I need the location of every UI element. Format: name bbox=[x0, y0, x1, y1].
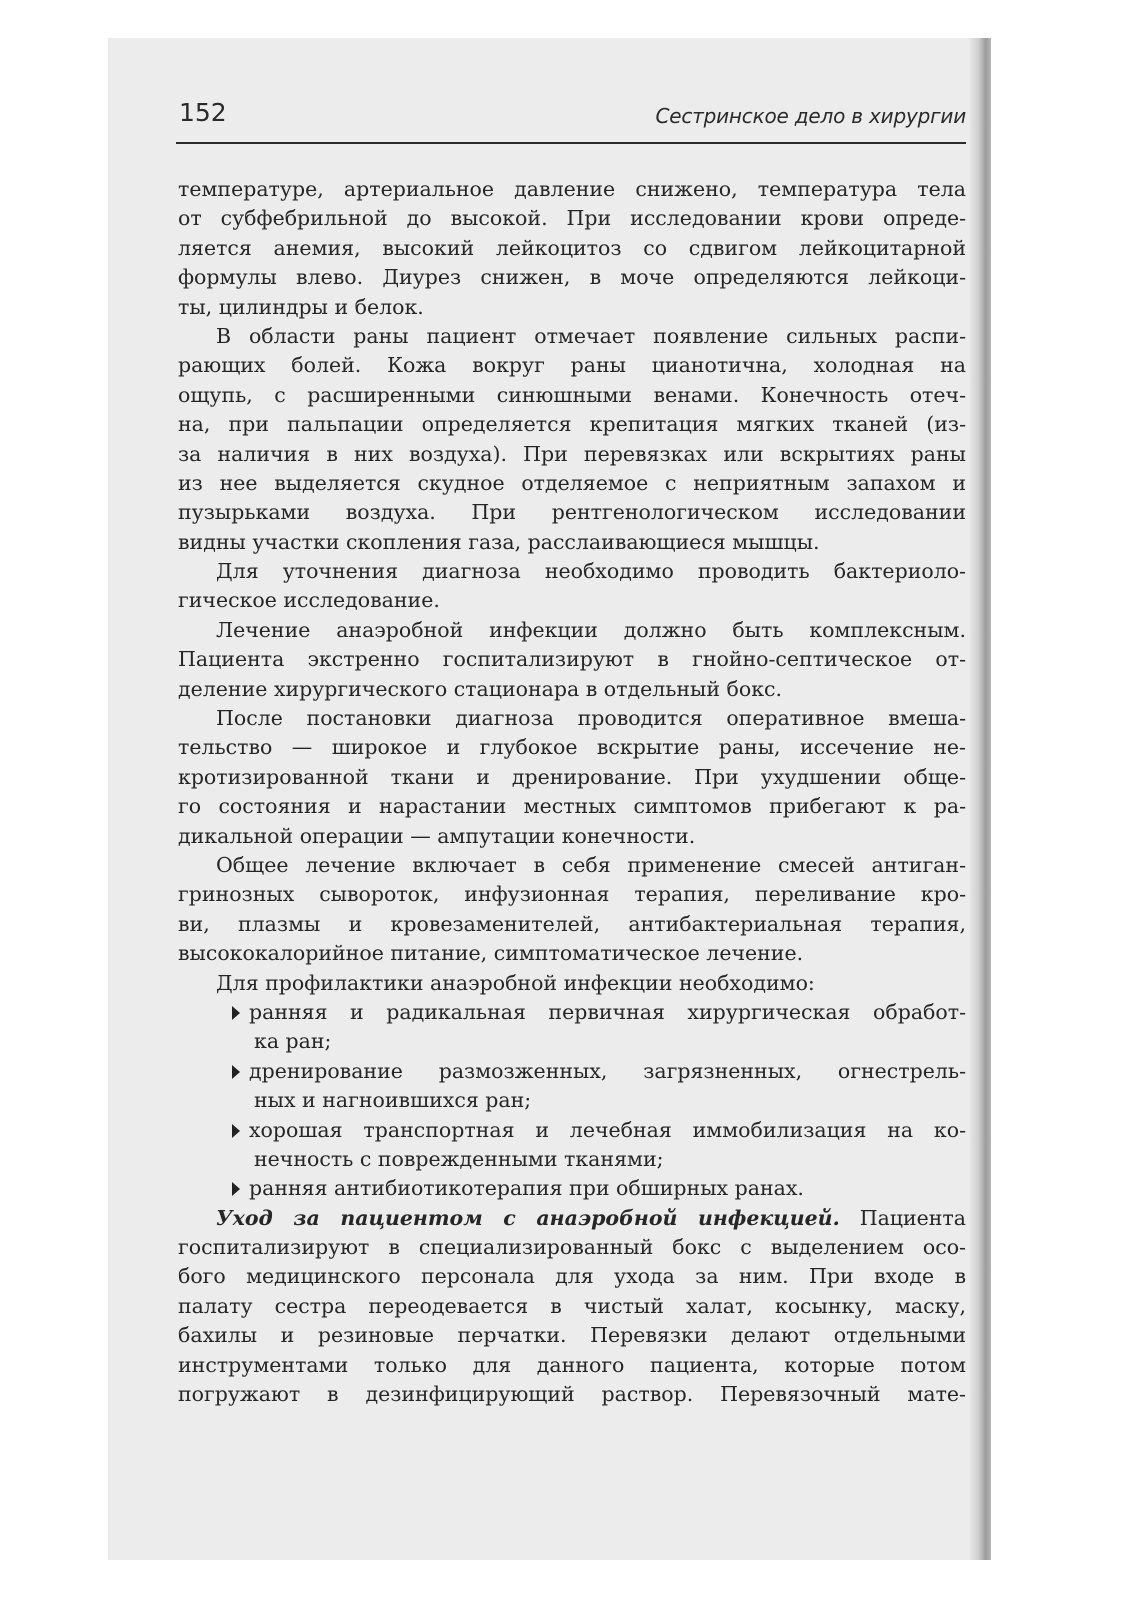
text-line bbox=[178, 1204, 966, 1233]
bullet-text: хорошая транспортная и лечебная иммобилизация на ко- bbox=[249, 1117, 966, 1142]
text-line: Лечение анаэробной инфекции должно быть комплексным. bbox=[216, 617, 966, 642]
text-line: инструментами только для данного пациента, которые потом bbox=[178, 1352, 966, 1377]
text-line: погружают в дезинфицирующий раствор. Перевязочный мате- bbox=[178, 1382, 966, 1407]
text-line: пузырьками воздуха. При рентгенологическом исследовании bbox=[178, 500, 966, 525]
bullet-list bbox=[178, 998, 966, 1204]
bullet-text: дренирование размозженных, загрязненных, огнестрель- bbox=[249, 1058, 966, 1083]
text-line: ляется анемия, высокий лейкоцитоз со сдвигом лейкоцитарной bbox=[178, 235, 966, 260]
list-item bbox=[178, 1116, 966, 1175]
text-line: кротизированной ткани и дренирование. При ухудшении обще- bbox=[178, 764, 966, 789]
text-line: гическое исследование. bbox=[178, 588, 440, 613]
book-spine-shadow bbox=[970, 38, 991, 1560]
text-line: Для уточнения диагноза необходимо проводить бактериоло- bbox=[216, 559, 966, 584]
text-line: ных и нагноившихся ран; bbox=[254, 1088, 532, 1113]
text-line: го состояния и нарастании местных симптомов прибегают к ра- bbox=[178, 794, 966, 819]
text-line: Пациента экстренно госпитализируют в гнойно-септическое от- bbox=[178, 647, 966, 672]
text-line: госпитализируют в специализированный бокс с выделением осо- bbox=[178, 1235, 966, 1260]
running-title: Сестринское дело в хирургии bbox=[655, 104, 966, 128]
care-heading: Уход за пациентом с анаэробной инфекцией. bbox=[216, 1205, 840, 1230]
page-number: 152 bbox=[179, 98, 227, 127]
text-line bbox=[178, 1116, 966, 1145]
bullet-icon bbox=[232, 1124, 240, 1138]
paragraph-2 bbox=[178, 322, 966, 557]
text-line: деление хирургического стационара в отдельный бокс. bbox=[178, 676, 783, 701]
bullet-text: ранняя и радикальная первичная хирургическая обработ- bbox=[249, 999, 966, 1024]
text-line: от субфебрильной до высокой. При исследовании крови опреде- bbox=[178, 206, 966, 231]
text-line: формулы влево. Диурез снижен, в моче определяются лейкоци- bbox=[178, 265, 966, 290]
text-line: Общее лечение включает в себя применение смесей антиган- bbox=[216, 852, 966, 877]
text-line: тельство — широкое и глубокое вскрытие раны, иссечение не- bbox=[178, 735, 966, 760]
text-line: ка ран; bbox=[254, 1029, 332, 1054]
care-paragraph bbox=[178, 1204, 966, 1410]
body-text bbox=[178, 175, 966, 1409]
list-item bbox=[178, 1174, 966, 1203]
text-line: ви, плазмы и кровезаменителей, антибактериальная терапия, bbox=[178, 911, 966, 936]
text-line bbox=[178, 998, 966, 1027]
text-line: нечность с поврежденными тканями; bbox=[254, 1146, 664, 1171]
list-item bbox=[178, 998, 966, 1057]
care-first-line-rest: Пациента bbox=[839, 1205, 966, 1230]
page-header bbox=[176, 96, 966, 144]
text-line: дикальной операции — ампутации конечности. bbox=[178, 823, 696, 848]
list-item bbox=[178, 1057, 966, 1116]
text-line bbox=[178, 1174, 966, 1203]
text-line: температуре, артериальное давление снижено, температура тела bbox=[178, 177, 966, 201]
text-line: После постановки диагноза проводится оперативное вмеша- bbox=[216, 706, 966, 731]
paragraph-3 bbox=[178, 557, 966, 616]
text-line: высококалорийное питание, симптоматическое лечение. bbox=[178, 941, 804, 966]
text-line: рающих болей. Кожа вокруг раны цианотична, холодная на bbox=[178, 353, 966, 378]
paragraph-5 bbox=[178, 704, 966, 851]
bullet-text: ранняя антибиотикотерапия при обширных ранах. bbox=[249, 1176, 804, 1201]
text-line: ты, цилиндры и белок. bbox=[178, 294, 424, 319]
text-line: видны участки скопления газа, расслаивающиеся мышцы. bbox=[178, 529, 820, 554]
paragraph-6 bbox=[178, 851, 966, 969]
text-line: бахилы и резиновые перчатки. Перевязки делают отдельными bbox=[178, 1323, 966, 1348]
paragraph-4 bbox=[178, 616, 966, 704]
text-line: за наличия в них воздуха). При перевязках или вскрытиях раны bbox=[178, 441, 966, 466]
paragraph-1 bbox=[178, 175, 966, 322]
text-line: на, при пальпации определяется крепитация мягких тканей (из- bbox=[178, 412, 966, 437]
text-line: из нее выделяется скудное отделяемое с неприятным запахом и bbox=[178, 470, 966, 495]
text-line: Для профилактики анаэробной инфекции необходимо: bbox=[216, 970, 815, 995]
text-line: В области раны пациент отмечает появление сильных распи- bbox=[216, 323, 966, 348]
text-line bbox=[178, 1057, 966, 1086]
text-line: палату сестра переодевается в чистый халат, косынку, маску, bbox=[178, 1293, 966, 1318]
paragraph-7 bbox=[178, 969, 966, 998]
bullet-icon bbox=[232, 1006, 240, 1020]
bullet-icon bbox=[232, 1065, 240, 1079]
text-line: гринозных сывороток, инфузионная терапия, переливание кро- bbox=[178, 882, 966, 907]
bullet-icon bbox=[232, 1182, 240, 1196]
text-line: ощупь, с расширенными синюшными венами. Конечность отеч- bbox=[178, 382, 966, 407]
text-line: бого медицинского персонала для ухода за ним. При входе в bbox=[178, 1264, 966, 1289]
